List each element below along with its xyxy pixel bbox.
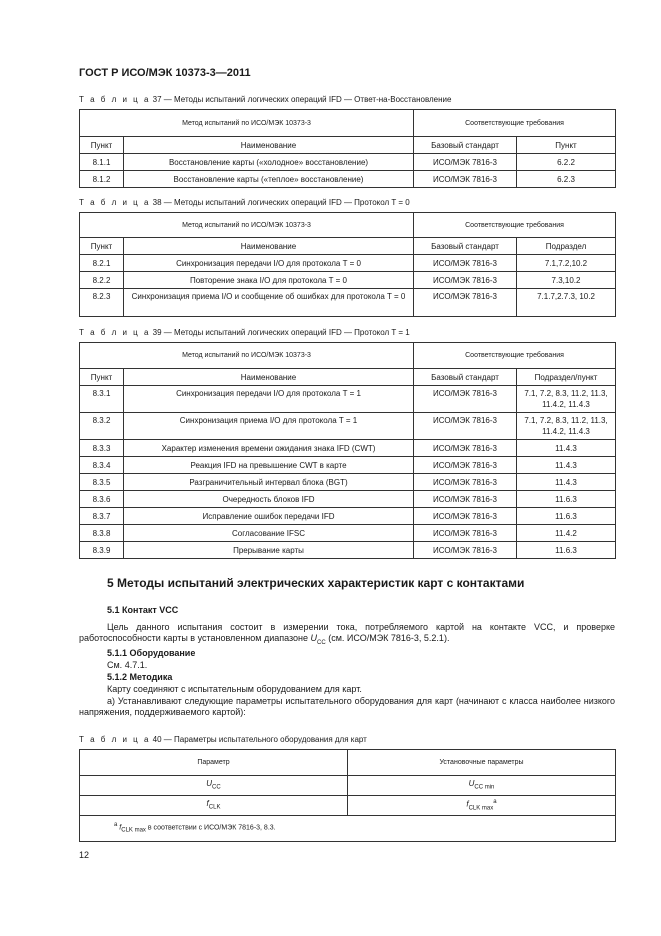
table-cell: Синхронизация передачи I/O для протокола T = 0 <box>124 255 414 272</box>
table-cell: ИСО/МЭК 7816-3 <box>414 171 517 188</box>
table-37 <box>79 109 616 188</box>
table-cell: ИСО/МЭК 7816-3 <box>414 457 517 474</box>
table-row <box>80 171 616 188</box>
symbol: U <box>206 778 213 788</box>
section-5-1-2-p1: Карту соединяют с испытательным оборудованием для карт. <box>107 684 362 694</box>
table-row <box>80 154 616 171</box>
table-39 <box>79 342 616 559</box>
table-cell <box>80 796 348 816</box>
table-cell: Синхронизация приема I/O для протокола T = 1 <box>124 413 414 440</box>
table-39-title: 39 — Методы испытаний логических операций IFD — Протокол T = 1 <box>152 328 410 337</box>
table-cell: 7.1,7.2,10.2 <box>517 255 616 272</box>
table-cell: 8.2.3 <box>80 289 124 317</box>
table-cell: 8.3.2 <box>80 413 124 440</box>
section-5-1-paragraph <box>79 622 615 649</box>
symbol: f <box>119 824 122 832</box>
table-cell: 11.6.3 <box>517 542 616 559</box>
table-cell: 8.2.1 <box>80 255 124 272</box>
table-39-group-left: Метод испытаний по ИСО/МЭК 10373-3 <box>80 343 414 369</box>
subscript: CC <box>212 784 221 791</box>
paragraph-text: Цель данного испытания состоит в измерении тока, потребляемого картой на контакте VCC, и проверке работоспособности карты в установленном диапазоне <box>79 622 615 643</box>
table-row <box>80 272 616 289</box>
table-cell: 8.3.6 <box>80 491 124 508</box>
symbol: f <box>206 798 209 808</box>
section-5-1-1-title: 5.1.1 Оборудование <box>107 648 196 658</box>
table-38-col-header: Наименование <box>124 238 414 255</box>
table-cell: 7.1, 7.2, 8.3, 11.2, 11.3, 11.4.2, 11.4.3 <box>517 386 616 413</box>
table-row <box>80 386 616 413</box>
table-37-group-right: Соответствующие требования <box>414 110 616 137</box>
table-cell: ИСО/МЭК 7816-3 <box>414 289 517 317</box>
table-cell <box>348 776 616 796</box>
table-cell: 8.3.7 <box>80 508 124 525</box>
table-39-col-header: Подраздел/пункт <box>517 369 616 386</box>
page-number: 12 <box>79 850 90 860</box>
footnote-mark: a <box>493 798 497 805</box>
table-38-group-left: Метод испытаний по ИСО/МЭК 10373-3 <box>80 213 414 238</box>
footnote-mark: a <box>114 822 118 829</box>
table-cell: 7.3,10.2 <box>517 272 616 289</box>
table-37-group-left: Метод испытаний по ИСО/МЭК 10373-3 <box>80 110 414 137</box>
table-38-caption <box>79 198 410 207</box>
table-38 <box>79 212 616 317</box>
table-cell: 8.3.1 <box>80 386 124 413</box>
table-cell: Исправление ошибок передачи IFD <box>124 508 414 525</box>
table-cell: ИСО/МЭК 7816-3 <box>414 525 517 542</box>
subscript: CC min <box>474 784 495 791</box>
table-38-col-header: Подраздел <box>517 238 616 255</box>
table-37-col-header: Наименование <box>124 137 414 154</box>
table-cell: 11.4.3 <box>517 457 616 474</box>
table-row <box>80 255 616 272</box>
table-cell: Прерывание карты <box>124 542 414 559</box>
table-cell <box>348 796 616 816</box>
table-38-col-header: Базовый стандарт <box>414 238 517 255</box>
table-cell: 11.4.3 <box>517 440 616 457</box>
table-cell: Очередность блоков IFD <box>124 491 414 508</box>
table-row <box>80 413 616 440</box>
subscript-cc: CC <box>317 639 326 646</box>
table-cell: Реакция IFD на превышение CWT в карте <box>124 457 414 474</box>
table-cell: 8.3.8 <box>80 525 124 542</box>
subscript: CLK max <box>468 805 494 812</box>
table-37-title: 37 — Методы испытаний логических операций IFD — Ответ-на-Восстановление <box>152 95 452 104</box>
table-cell: 11.6.3 <box>517 491 616 508</box>
table-39-col-header: Пункт <box>80 369 124 386</box>
section-5-title: 5 Методы испытаний электрических характеристик карт с контактами <box>107 576 525 590</box>
table-cell: ИСО/МЭК 7816-3 <box>414 255 517 272</box>
table-37-col-header: Базовый стандарт <box>414 137 517 154</box>
table-word: Т а б л и ц а <box>79 198 151 207</box>
table-38-title: 38 — Методы испытаний логических операций IFD — Протокол T = 0 <box>152 198 410 207</box>
section-5-1-title: 5.1 Контакт VCC <box>107 605 179 615</box>
table-40-footnote <box>80 816 616 842</box>
table-row <box>80 491 616 508</box>
table-cell <box>80 776 348 796</box>
table-row <box>80 508 616 525</box>
table-40-title: 40 — Параметры испытательного оборудования для карт <box>152 735 367 744</box>
table-cell: Синхронизация передачи I/O для протокола T = 1 <box>124 386 414 413</box>
table-37-caption <box>79 95 451 104</box>
table-cell: Восстановление карты («теплое» восстановление) <box>124 171 414 188</box>
document-header: ГОСТ Р ИСО/МЭК 10373-3—2011 <box>79 67 251 79</box>
table-row <box>80 289 616 317</box>
table-cell: ИСО/МЭК 7816-3 <box>414 474 517 491</box>
section-5-1-2-p2: а) Устанавливают следующие параметры испытательного оборудования для карт (начинают с класса наиболее низкого напряжения, поддерживаемого картой): <box>79 696 615 717</box>
paragraph-tail: (см. ИСО/МЭК 7816-3, 5.2.1). <box>328 633 450 643</box>
table-cell: 11.4.2 <box>517 525 616 542</box>
symbol: f <box>466 799 469 809</box>
table-cell: ИСО/МЭК 7816-3 <box>414 154 517 171</box>
table-cell: Синхронизация приема I/O и сообщение об ошибках для протокола T = 0 <box>124 289 414 317</box>
table-word: Т а б л и ц а <box>79 328 151 337</box>
symbol: U <box>468 778 475 788</box>
table-word: Т а б л и ц а <box>79 95 151 104</box>
table-40-col-header: Установочные параметры <box>348 750 616 776</box>
table-cell: ИСО/МЭК 7816-3 <box>414 508 517 525</box>
table-row <box>80 474 616 491</box>
table-row <box>80 440 616 457</box>
table-row <box>80 776 616 796</box>
table-cell: 8.2.2 <box>80 272 124 289</box>
table-cell: 6.2.3 <box>517 171 616 188</box>
table-cell: ИСО/МЭК 7816-3 <box>414 413 517 440</box>
table-cell: Разграничительный интервал блока (BGT) <box>124 474 414 491</box>
table-row <box>80 457 616 474</box>
table-cell: ИСО/МЭК 7816-3 <box>414 542 517 559</box>
table-row <box>80 542 616 559</box>
table-39-group-right: Соответствующие требования <box>414 343 616 369</box>
table-cell: 7.1, 7.2, 8.3, 11.2, 11.3, 11.4.2, 11.4.3 <box>517 413 616 440</box>
table-37-col-header: Пункт <box>80 137 124 154</box>
table-cell: 8.1.1 <box>80 154 124 171</box>
table-cell: 8.3.4 <box>80 457 124 474</box>
table-40 <box>79 749 616 842</box>
table-cell: 6.2.2 <box>517 154 616 171</box>
table-cell: ИСО/МЭК 7816-3 <box>414 272 517 289</box>
table-cell: Характер изменения времени ожидания знака IFD (CWT) <box>124 440 414 457</box>
table-cell: Согласование IFSC <box>124 525 414 542</box>
table-38-group-right: Соответствующие требования <box>414 213 616 238</box>
table-37-col-header: Пункт <box>517 137 616 154</box>
table-cell: 8.1.2 <box>80 171 124 188</box>
table-word: Т а б л и ц а <box>79 735 151 744</box>
table-cell: ИСО/МЭК 7816-3 <box>414 491 517 508</box>
table-39-col-header: Базовый стандарт <box>414 369 517 386</box>
table-39-caption <box>79 328 410 337</box>
symbol-u: U <box>310 633 318 643</box>
footnote-text: в соответствии с ИСО/МЭК 7816-3, 8.3. <box>147 824 276 832</box>
table-cell: Повторение знака I/O для протокола T = 0 <box>124 272 414 289</box>
table-39-col-header: Наименование <box>124 369 414 386</box>
table-cell: ИСО/МЭК 7816-3 <box>414 386 517 413</box>
table-row <box>80 796 616 816</box>
table-38-col-header: Пункт <box>80 238 124 255</box>
table-cell: 8.3.5 <box>80 474 124 491</box>
table-40-caption <box>79 735 367 744</box>
table-row <box>80 525 616 542</box>
table-cell: ИСО/МЭК 7816-3 <box>414 440 517 457</box>
table-cell: 11.6.3 <box>517 508 616 525</box>
table-footnote-row <box>80 816 616 842</box>
table-cell: Восстановление карты («холодное» восстановление) <box>124 154 414 171</box>
table-cell: 11.4.3 <box>517 474 616 491</box>
subscript: CLK max <box>121 827 146 834</box>
subscript: CLK <box>208 804 221 811</box>
table-40-col-header: Параметр <box>80 750 348 776</box>
table-cell: 8.3.3 <box>80 440 124 457</box>
table-cell: 7.1.7,2.7.3, 10.2 <box>517 289 616 317</box>
table-cell: 8.3.9 <box>80 542 124 559</box>
section-5-1-1-text: См. 4.7.1. <box>107 660 148 670</box>
section-5-1-2-title: 5.1.2 Методика <box>107 672 173 682</box>
